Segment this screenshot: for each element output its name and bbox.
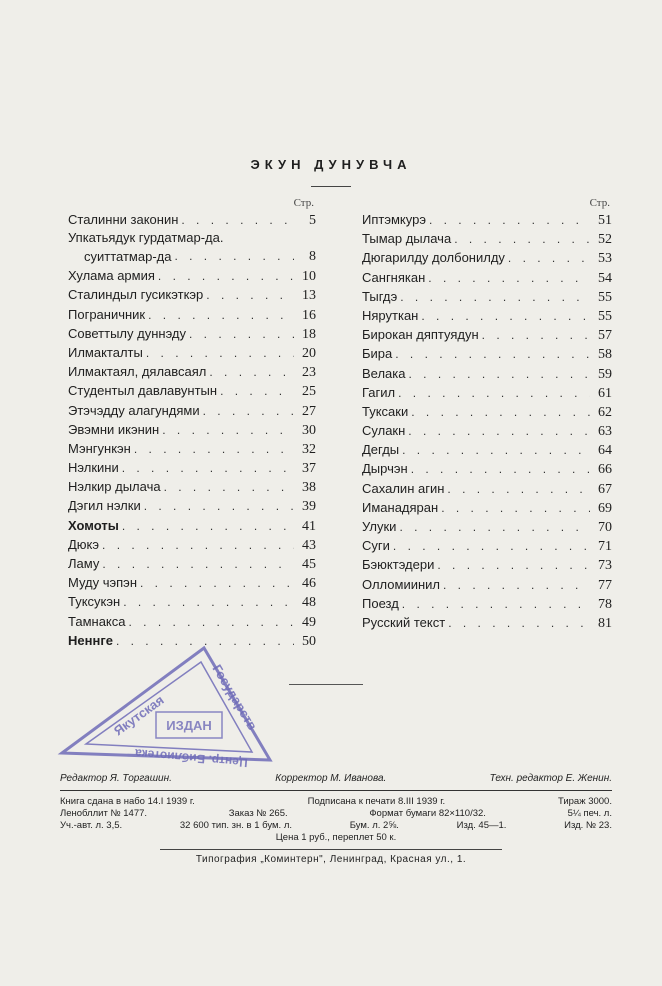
toc-page: 69 <box>598 500 612 516</box>
leader-dots <box>397 288 590 307</box>
toc-page: 27 <box>302 403 316 419</box>
leader-dots <box>405 422 590 441</box>
toc-entry <box>68 343 316 362</box>
toc-column-left <box>68 196 316 650</box>
toc-page: 55 <box>598 289 612 305</box>
toc-title-line1: Упкатьядук гурдатмар-да. <box>68 230 224 246</box>
toc-title: Дэгил нэлки <box>68 498 141 514</box>
toc-title: Велака <box>362 365 406 381</box>
toc-entry <box>68 324 316 343</box>
toc-entry <box>362 383 612 402</box>
toc-entry <box>362 325 612 344</box>
leader-dots <box>143 344 294 363</box>
imprint-line <box>60 820 612 832</box>
toc-title: Этэчэдду алагундями <box>68 402 200 418</box>
leader-dots <box>186 325 294 344</box>
toc-entry <box>68 229 316 266</box>
heading-rule <box>311 186 351 187</box>
leader-dots <box>390 537 590 556</box>
toc-title: Туксукэн <box>68 594 121 610</box>
leader-dots <box>126 613 295 632</box>
toc-page: 16 <box>302 307 316 323</box>
stamp-center-text: ИЗДАН <box>166 718 212 733</box>
stamp-bottom-text: Центр. Библиотека <box>134 746 249 770</box>
toc-page: 73 <box>598 558 612 574</box>
toc-page: 64 <box>598 443 612 459</box>
toc-title: Хулама армия <box>68 268 155 284</box>
toc-page: 8 <box>309 249 316 265</box>
toc-page: 5 <box>309 213 316 228</box>
leader-dots <box>120 593 294 612</box>
toc-page: 41 <box>302 518 316 534</box>
leader-dots <box>131 440 294 459</box>
toc-title: Русский текст <box>362 614 446 630</box>
toc-page: 30 <box>302 422 316 438</box>
corrector-credit: Корректор М. Иванова. <box>275 773 387 784</box>
toc-entry <box>362 248 612 267</box>
toc-title: Студентыл давлавунтын <box>68 383 218 399</box>
leader-dots <box>418 307 590 326</box>
toc-title-line2: суиттатмар-да <box>84 249 172 265</box>
toc-page: 52 <box>598 232 612 248</box>
leader-dots <box>408 460 590 479</box>
stamp-left-text: Якутская <box>110 692 167 739</box>
toc-page: 78 <box>598 596 612 612</box>
toc-entry <box>362 517 612 536</box>
leader-dots <box>203 286 294 305</box>
toc-title: Илмакталты <box>68 344 143 360</box>
toc-entry <box>68 266 316 285</box>
imprint-field: 5¼ печ. л. <box>567 808 612 819</box>
leader-dots <box>438 499 590 518</box>
leader-dots <box>399 441 590 460</box>
toc-title: Хомоты <box>68 517 119 533</box>
toc-title: Дюкэ <box>68 536 100 552</box>
leader-dots <box>178 211 294 230</box>
toc-page: 48 <box>302 595 316 611</box>
toc-entry <box>68 477 316 496</box>
toc-page: 49 <box>302 614 316 630</box>
toc-title: Иптэмкурэ <box>362 212 426 227</box>
leader-dots <box>200 402 294 421</box>
toc-title: Сангнякан <box>362 269 426 285</box>
toc-entry <box>68 210 316 229</box>
toc-page: 54 <box>598 270 612 286</box>
leader-dots <box>119 517 294 536</box>
toc-entry <box>68 554 316 573</box>
toc-entry <box>68 612 316 631</box>
page-column-label: Стр. <box>293 197 314 209</box>
leader-dots <box>206 363 294 382</box>
toc-entry <box>362 268 612 287</box>
toc-title: Тамнакса <box>68 613 126 629</box>
leader-dots <box>440 576 590 595</box>
toc-entry <box>362 594 612 613</box>
leader-dots <box>395 384 590 403</box>
credits-line <box>60 773 612 784</box>
toc-entry <box>68 305 316 324</box>
toc-page: 55 <box>598 308 612 324</box>
toc-page: 57 <box>598 328 612 344</box>
toc-entry <box>68 362 316 381</box>
toc-title: Муду чэпэн <box>68 575 137 591</box>
toc-page: 50 <box>302 633 316 649</box>
toc-title: Туксаки <box>362 403 409 419</box>
toc-title: Улуки <box>362 519 397 534</box>
leader-dots <box>426 211 590 230</box>
imprint-line <box>60 808 612 820</box>
toc-title: Суги <box>362 538 390 554</box>
toc-entry <box>68 496 316 515</box>
toc-page: 13 <box>302 288 316 304</box>
toc-entry <box>362 421 612 440</box>
toc-page: 63 <box>598 424 612 440</box>
toc-page: 71 <box>598 539 612 555</box>
editor-credit: Редактор Я. Торгашин. <box>60 773 172 784</box>
page-heading: ЭКУН ДУНУВЧА <box>250 157 412 172</box>
toc-entry <box>68 401 316 420</box>
leader-dots <box>444 480 590 499</box>
leader-dots <box>399 595 590 614</box>
toc-entry <box>362 479 612 498</box>
toc-page: 39 <box>302 499 316 515</box>
imprint-field: Бум. л. 2⅝. <box>349 820 399 831</box>
toc-title: Бирокан дяптуядун <box>362 327 479 343</box>
toc-title: Дюгарилду долбонилду <box>362 250 505 266</box>
toc-entry <box>362 459 612 478</box>
toc-entry <box>68 420 316 439</box>
toc-page: 25 <box>302 384 316 400</box>
leader-dots <box>137 574 294 593</box>
toc-title: Иманадяран <box>362 499 439 515</box>
imprint-field: Формат бумаги 82×110/32. <box>369 808 486 819</box>
leader-dots <box>406 365 591 384</box>
toc-page: 51 <box>598 213 612 228</box>
leader-dots <box>119 459 294 478</box>
toc-page: 58 <box>598 347 612 363</box>
toc-entry <box>68 439 316 458</box>
toc-title: Илмактаял, дялавсаял <box>68 364 207 380</box>
leader-dots <box>505 249 590 268</box>
toc-title: Бира <box>362 346 393 362</box>
toc-entry <box>68 592 316 611</box>
toc-title: Сталинни законин <box>68 212 179 227</box>
toc-title: Гагил <box>362 384 396 400</box>
toc-entry <box>362 402 612 421</box>
toc-page: 46 <box>302 576 316 592</box>
printer-info: Типография „Коминтерн", Ленинград, Красная ул., 1. <box>195 854 467 865</box>
imprint-field: Уч.-авт. л. 3,5. <box>60 820 123 831</box>
leader-dots <box>99 536 294 555</box>
toc-entry <box>362 536 612 555</box>
toc-page: 18 <box>302 326 316 342</box>
tech-editor-credit: Техн. редактор Е. Женин. <box>489 773 612 784</box>
toc-page: 53 <box>598 251 612 267</box>
imprint-field: Изд. 45—1. <box>456 820 507 831</box>
leader-dots <box>155 267 294 286</box>
toc-title: Ламу <box>68 556 100 571</box>
toc-column-right <box>362 196 612 632</box>
toc-page: 62 <box>598 404 612 420</box>
imprint-field: 32 600 тип. зн. в 1 бум. л. <box>179 820 293 831</box>
leader-dots <box>434 556 590 575</box>
leader-dots <box>217 382 294 401</box>
leader-dots <box>171 247 294 266</box>
toc-page: 32 <box>302 441 316 457</box>
toc-title: Мэнгункэн <box>68 440 131 456</box>
toc-title: Советтылу дуннэду <box>68 325 187 341</box>
imprint-line <box>60 796 612 808</box>
leader-dots <box>425 269 590 288</box>
imprint-field: Изд. № 23. <box>564 820 612 831</box>
toc-title: Пограничник <box>68 306 146 322</box>
price-info: Цена 1 руб., переплет 50 к. <box>275 832 397 843</box>
toc-page: 70 <box>598 520 612 535</box>
toc-entry <box>362 613 612 632</box>
toc-entry <box>68 535 316 554</box>
toc-page: 66 <box>598 462 612 478</box>
section-rule <box>289 684 363 685</box>
leader-dots <box>161 478 294 497</box>
toc-entry <box>362 364 612 383</box>
toc-title: Сулакн <box>362 423 406 439</box>
leader-dots <box>445 614 590 633</box>
toc-page: 43 <box>302 537 316 553</box>
toc-title: Поезд <box>362 595 399 611</box>
toc-entry <box>362 344 612 363</box>
toc-title: Сахалин агин <box>362 480 445 496</box>
toc-title: Олломиинил <box>362 576 440 592</box>
stamp-right-text: Государств <box>209 661 261 733</box>
imprint-field: Книга сдана в набо 14.I 1939 г. <box>60 796 195 807</box>
toc-title: Дегды <box>362 442 400 458</box>
leader-dots <box>99 555 294 574</box>
page-column-label: Стр. <box>589 197 610 209</box>
credits-rule <box>60 790 612 791</box>
toc-title: Сталиндыл гусикэткэр <box>68 287 204 303</box>
toc-page: 67 <box>598 481 612 497</box>
leader-dots <box>451 230 590 249</box>
toc-page: 81 <box>598 615 612 631</box>
leader-dots <box>408 403 590 422</box>
leader-dots <box>141 497 294 516</box>
imprint-block <box>60 796 612 844</box>
toc-entry <box>68 516 316 535</box>
toc-title: Тымар дылача <box>362 231 452 247</box>
toc-title: Тыгдэ <box>362 288 398 304</box>
toc-entry <box>362 575 612 594</box>
toc-entry <box>68 381 316 400</box>
leader-dots <box>396 518 590 537</box>
imprint-field: Тираж 3000. <box>557 796 612 807</box>
leader-dots <box>392 345 590 364</box>
imprint-field: Заказ № 265. <box>228 808 288 819</box>
toc-entry <box>362 287 612 306</box>
toc-entry <box>68 573 316 592</box>
toc-page: 77 <box>598 577 612 593</box>
toc-entry <box>68 285 316 304</box>
toc-title: Бэюктэдери <box>362 557 435 573</box>
leader-dots <box>479 326 590 345</box>
imprint-field: Подписана к печати 8.III 1939 г. <box>307 796 446 807</box>
library-stamp <box>56 640 296 770</box>
toc-page: 45 <box>302 557 316 572</box>
toc-page: 38 <box>302 480 316 496</box>
toc-page: 61 <box>598 385 612 401</box>
toc-title: Нэлкир дылача <box>68 479 161 495</box>
toc-entry <box>362 306 612 325</box>
toc-title: Нэлкини <box>68 460 119 476</box>
toc-entry <box>362 498 612 517</box>
toc-title: Няруткан <box>362 307 419 323</box>
toc-entry <box>362 440 612 459</box>
toc-entry <box>362 555 612 574</box>
toc-page: 23 <box>302 365 316 381</box>
toc-title: Неннге <box>68 632 113 648</box>
toc-title: Эвэмни икэнин <box>68 421 160 437</box>
leader-dots <box>159 421 294 440</box>
toc-entry <box>362 210 612 229</box>
toc-title: Дырчэн <box>362 461 408 477</box>
toc-page: 59 <box>598 366 612 382</box>
toc-page: 20 <box>302 345 316 361</box>
toc-page: 37 <box>302 461 316 477</box>
toc-page: 10 <box>302 269 316 285</box>
leader-dots <box>145 306 294 325</box>
imprint-rule <box>160 849 502 850</box>
imprint-line <box>60 832 612 844</box>
toc-entry <box>362 229 612 248</box>
toc-entry <box>68 458 316 477</box>
imprint-field: Ленобллит № 1477. <box>60 808 148 819</box>
